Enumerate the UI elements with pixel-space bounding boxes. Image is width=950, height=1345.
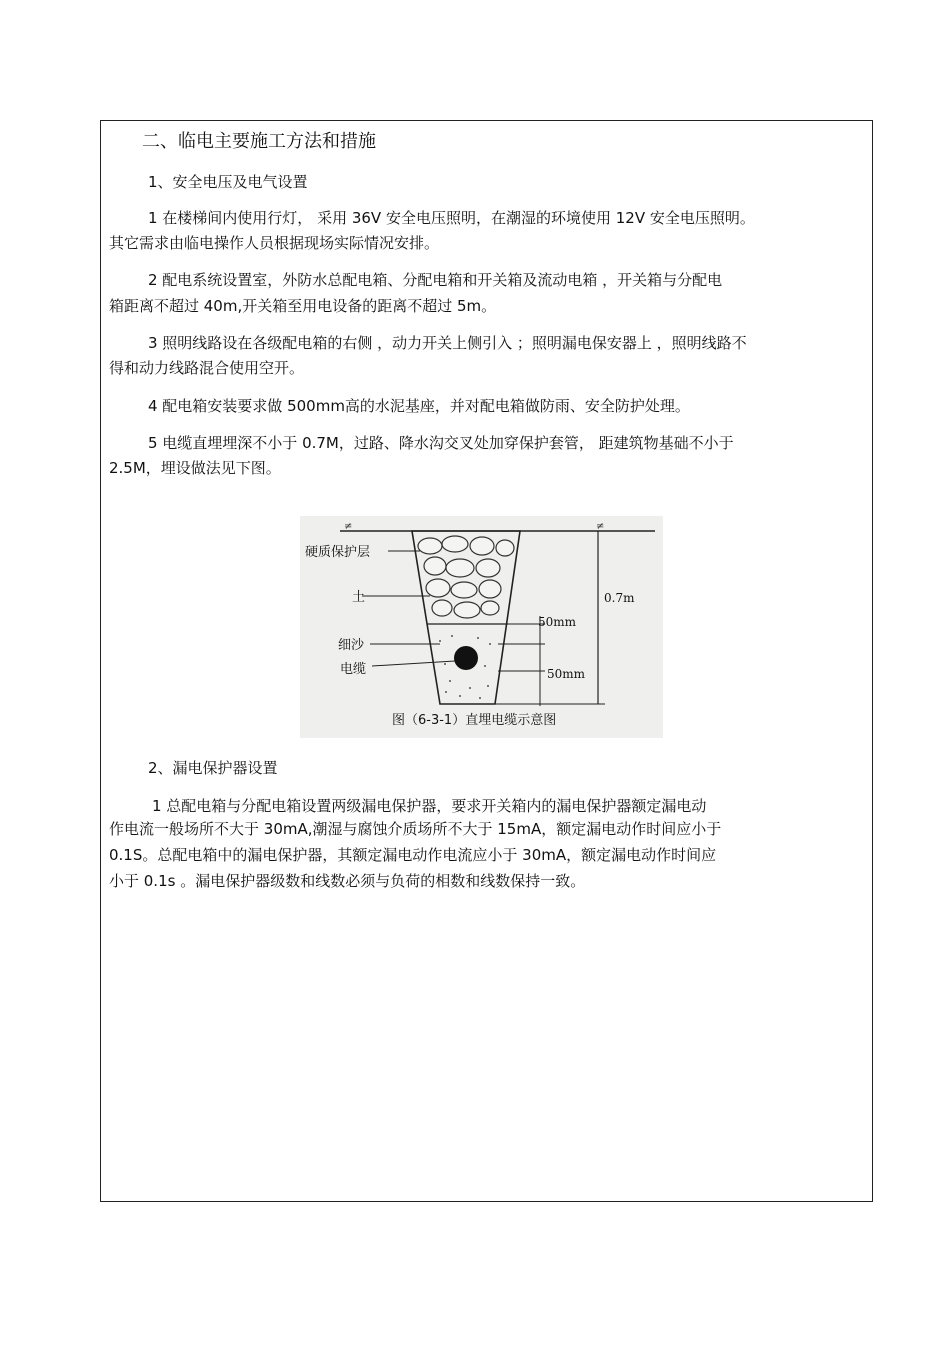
- paragraph-6-line-1: 1 总配电箱与分配电箱设置两级漏电保护器，要求开关箱内的漏电保护器额定漏电动: [152, 797, 707, 815]
- cable-burial-diagram: [300, 516, 663, 738]
- paragraph-2-line-2: 箱距离不超过 40m,开关箱至用电设备的距离不超过 5m。: [109, 297, 497, 315]
- label-sand: 细沙: [338, 638, 365, 653]
- label-top-spacing: 50mm: [538, 615, 577, 629]
- subsection-heading-1: 1、安全电压及电气设置: [148, 173, 308, 191]
- paragraph-5-line-2: 2.5M，埋设做法见下图。: [109, 459, 281, 477]
- paragraph-1-line-2: 其它需求由临电操作人员根据现场实际情况安排。: [109, 234, 440, 252]
- label-bottom-spacing: 50mm: [547, 667, 586, 681]
- figure-caption: 图（6-3-1）直埋电缆示意图: [392, 713, 557, 728]
- paragraph-6-line-3: 0.1S。总配电箱中的漏电保护器，其额定漏电动作电流应小于 30mA，额定漏电动作时间应: [109, 846, 717, 864]
- label-cable: 电缆: [340, 662, 367, 677]
- paragraph-2-line-1: 2 配电系统设置室，外防水总配电箱、分配电箱和开关箱及流动电箱 ，开关箱与分配电: [148, 271, 723, 289]
- paragraph-5-line-1: 5 电缆直埋埋深不小于 0.7M，过路、降水沟交叉处加穿保护套管， 距建筑物基础不小于: [148, 434, 734, 452]
- subsection-heading-2: 2、漏电保护器设置: [148, 759, 278, 777]
- section-title: 二、临电主要施工方法和措施: [142, 131, 376, 152]
- label-hard-layer: 硬质保护层: [305, 545, 371, 560]
- paragraph-4: 4 配电箱安装要求做 500mm高的水泥基座，并对配电箱做防雨、安全防护处理。: [148, 397, 690, 415]
- svg-text:≠: ≠: [596, 521, 605, 532]
- paragraph-1-line-1: 1 在楼梯间内使用行灯， 采用 36V 安全电压照明，在潮湿的环境使用 12V 安全电压照明。: [148, 209, 755, 227]
- label-depth: 0.7m: [604, 591, 635, 605]
- paragraph-6-line-4: 小于 0.1s 。漏电保护器级数和线数必须与负荷的相数和线数保持一致。: [109, 872, 586, 890]
- paragraph-3-line-2: 得和动力线路混合使用空开。: [109, 359, 305, 377]
- paragraph-6-line-2: 作电流一般场所不大于 30mA,潮湿与腐蚀介质场所不大于 15mA，额定漏电动作时间应小于: [109, 820, 722, 838]
- label-soil: 土: [352, 590, 366, 605]
- svg-text:≠: ≠: [344, 521, 353, 532]
- paragraph-3-line-1: 3 照明线路设在各级配电箱的右侧 ，动力开关上侧引入 ；照明漏电保安器上 ，照明线路不: [148, 334, 747, 352]
